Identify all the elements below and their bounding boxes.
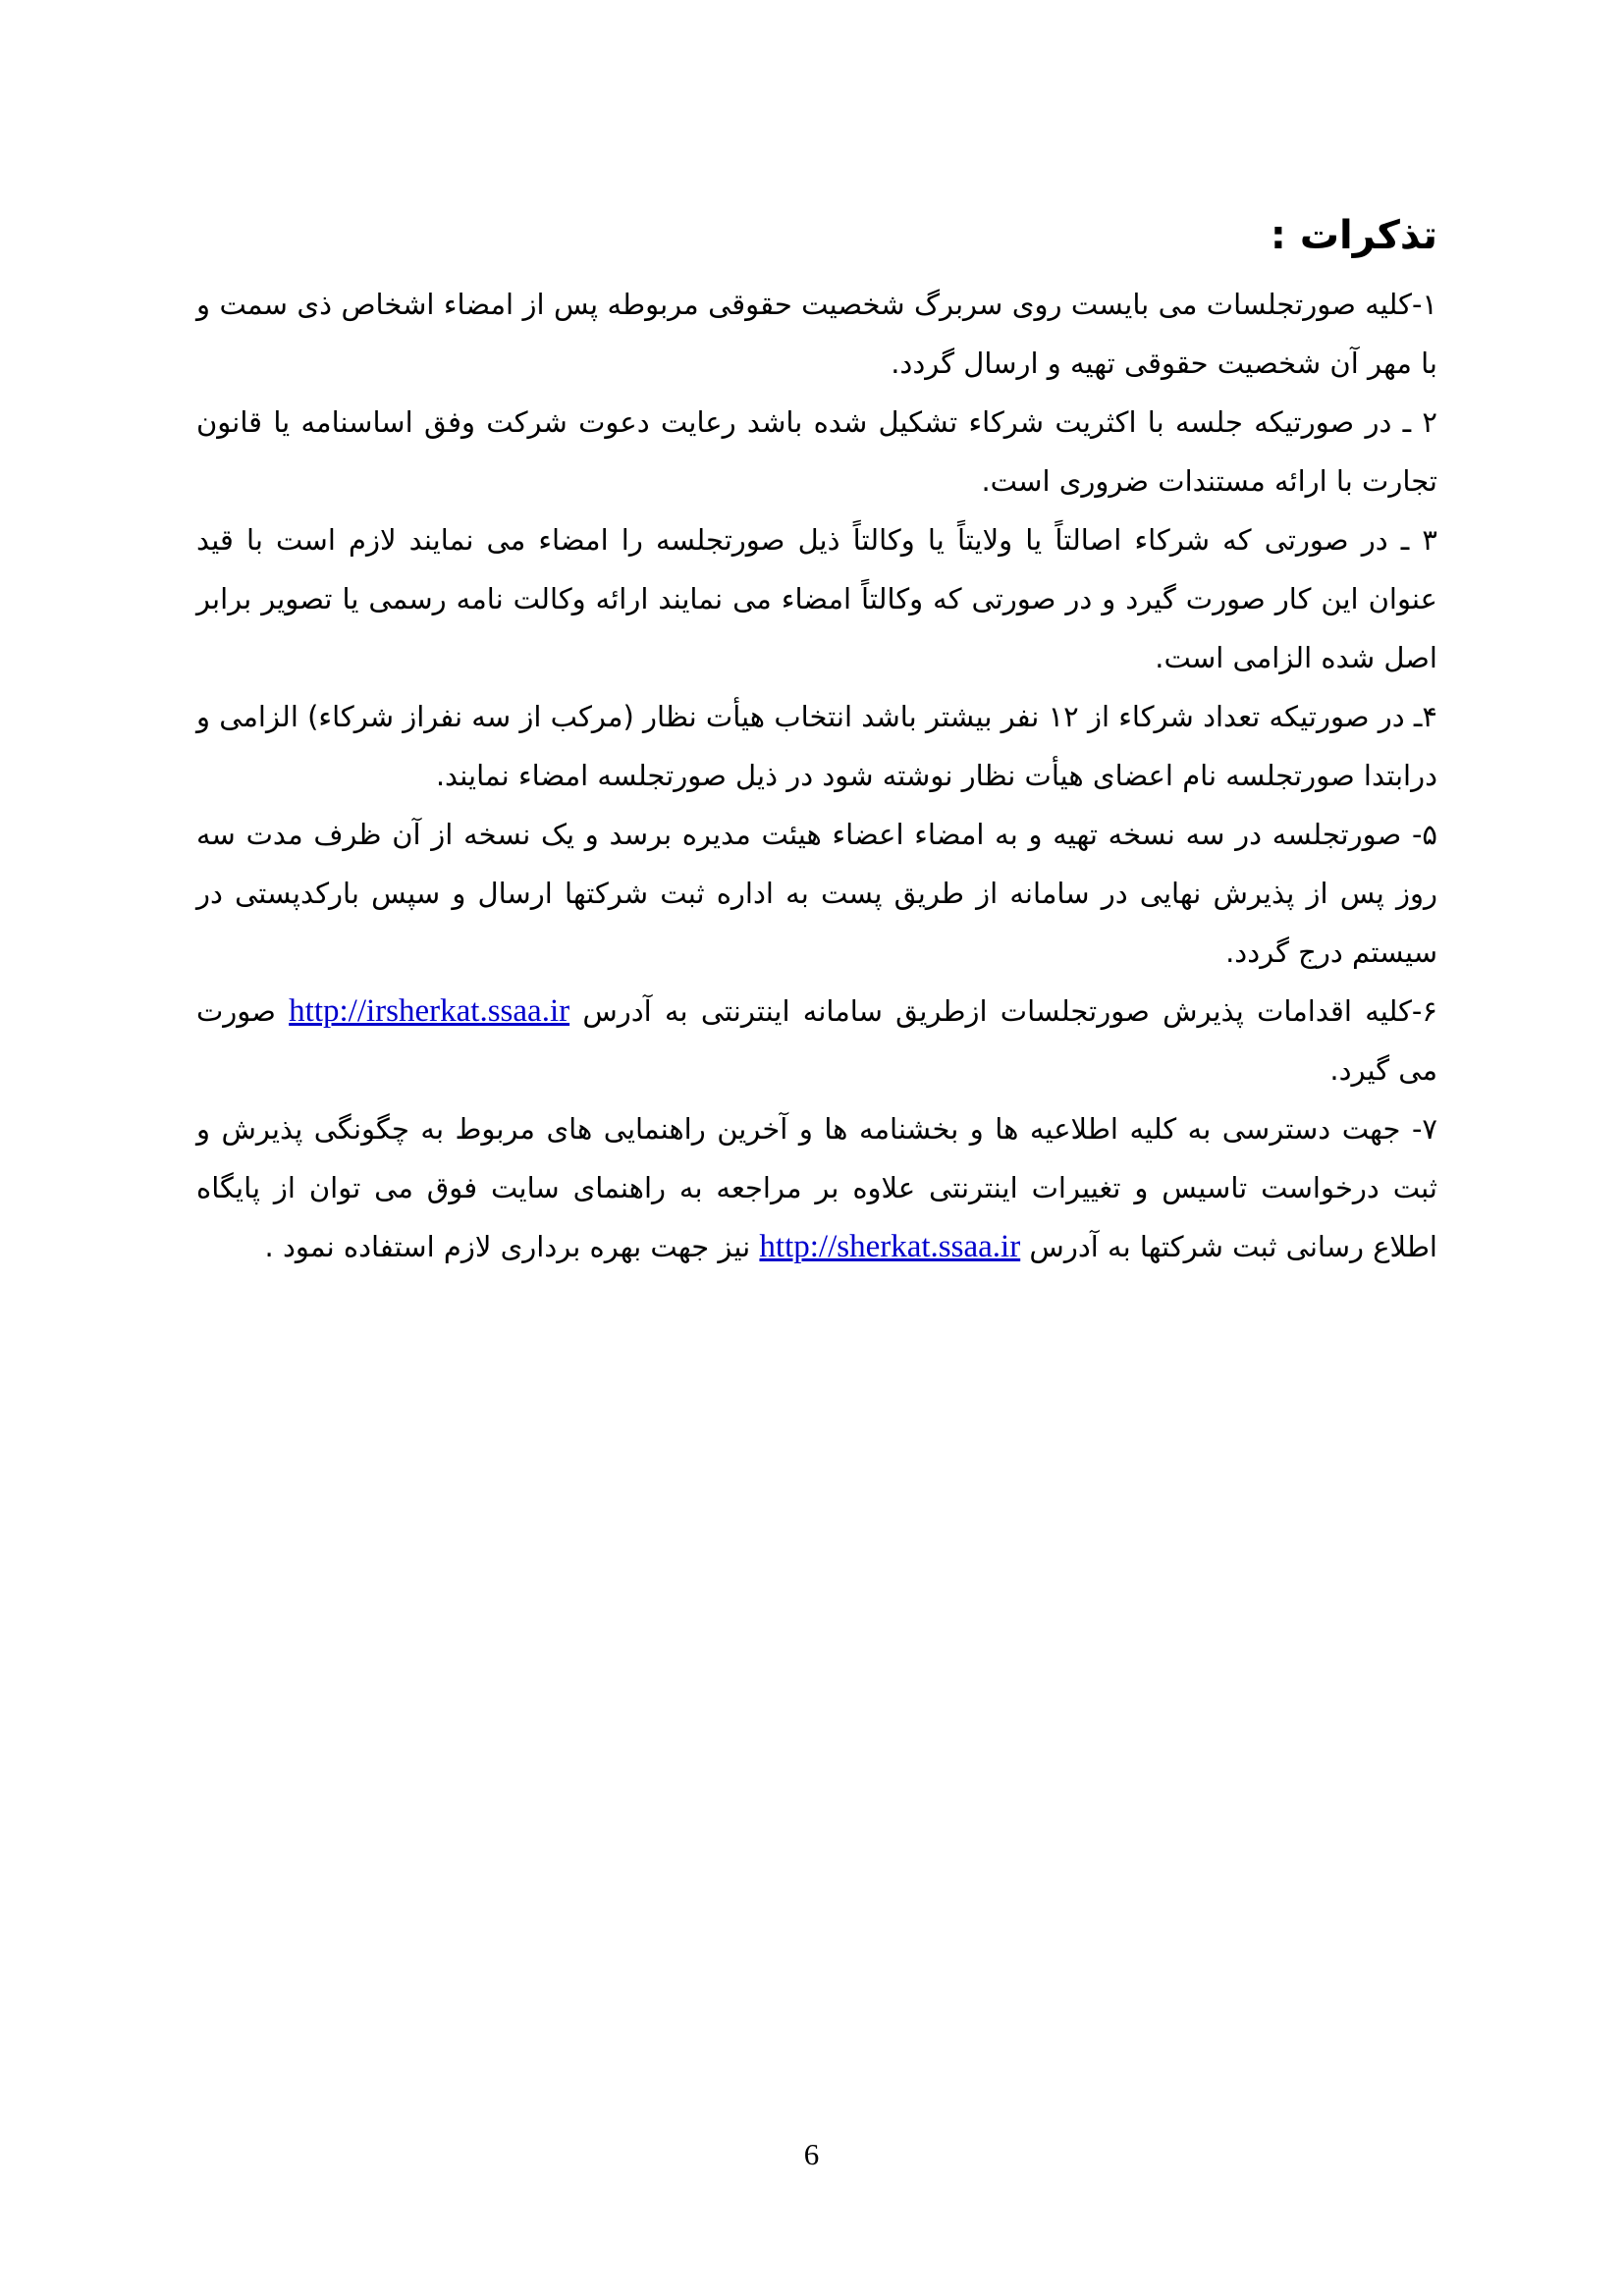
page-number: 6 [803, 2137, 820, 2171]
note-5: ۵- صورتجلسه در سه نسخه تهیه و به امضاء اعضاء هیئت مدیره برسد و یک نسخه از آن ظرف مدت سه روز پس از پذیرش نهایی در سامانه از طریق پست به اداره ثبت شرکتها ارسال و سپس بارکدپستی در سیستم درج گردد. [196, 818, 1437, 969]
note-6-text-after: صورت می گیرد. [196, 994, 1437, 1087]
note-7 [196, 1099, 1437, 1276]
note-3: ۳ ـ در صورتی که شرکاء اصالتاً یا ولایتاً یا وکالتاً ذیل صورتجلسه را امضاء می نمایند لازم است با قید عنوان این کار صورت گیرد و در صورتی که وکالتاً امضاء می نمایند ارائه وکالت نامه رسمی یا تصویر برابر اصل شده الزامی است. [196, 523, 1437, 674]
note-6 [196, 982, 1437, 1099]
note-4: ۴ـ در صورتیکه تعداد شرکاء از ۱۲ نفر بیشتر باشد انتخاب هیأت نظار (مرکب از سه نفراز شرکاء) الزامی و درابتدا صورتجلسه نام اعضای هیأت نظار نوشته شود در ذیل صورتجلسه امضاء نمایند. [196, 700, 1437, 792]
note-7-text-before: ۷- جهت دسترسی به کلیه اطلاعیه ها و بخشنامه ها و آخرین راهنمایی های مربوط به چگونگی پذیرش و ثبت درخواست تاسیس و تغییرات اینترنتی علاوه بر مراجعه به راهنمای سایت فوق می توان از پایگاه اطلاع رسانی ثبت شرکتها به آدرس [196, 1112, 1437, 1263]
note-6-text-before: ۶-کلیه اقدامات پذیرش صورتجلسات ازطریق سامانه اینترنتی به آدرس [569, 994, 1437, 1028]
note-2: ۲ ـ در صورتیکه جلسه با اکثریت شرکاء تشکیل شده باشد رعایت دعوت شرکت وفق اساسنامه یا قانون تجارت با ارائه مستندات ضروری است. [196, 405, 1437, 498]
sherkat-link[interactable]: http://sherkat.ssaa.ir [759, 1229, 1021, 1264]
page-content [196, 196, 1437, 1276]
note-7-text-after: نیز جهت بهره برداری لازم استفاده نمود . [264, 1230, 760, 1263]
page-title: تذکرات : [1270, 213, 1437, 258]
note-1: ۱-کلیه صورتجلسات می بایست روی سربرگ شخصیت حقوقی مربوطه پس از امضاء اشخاص ذی سمت و با مهر آن شخصیت حقوقی تهیه و ارسال گردد. [196, 288, 1437, 380]
irsherkat-link[interactable]: http://irsherkat.ssaa.ir [289, 993, 570, 1029]
